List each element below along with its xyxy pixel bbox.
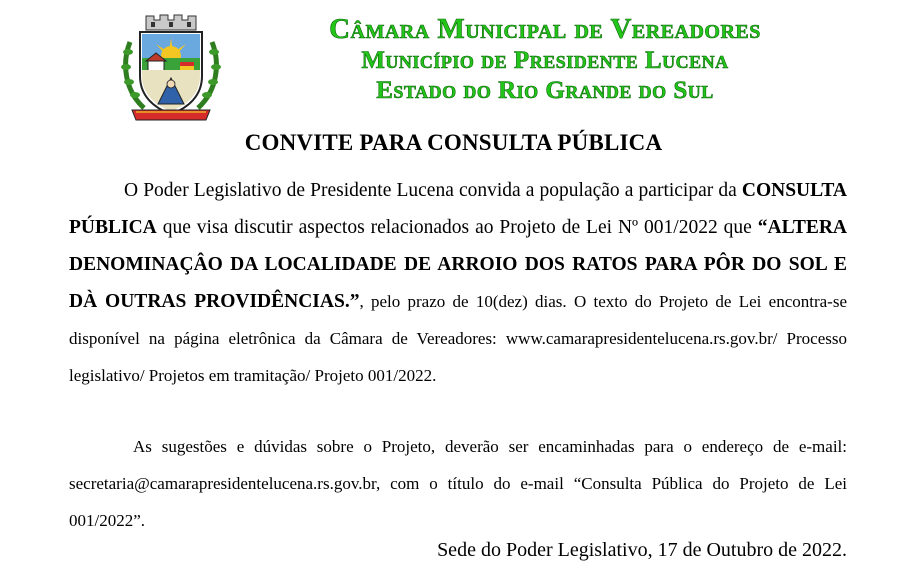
letterhead-chamber-name: Câmara Municipal de Vereadores <box>329 13 761 45</box>
municipal-coat-of-arms-icon <box>118 12 224 124</box>
letterhead <box>240 14 850 105</box>
bill-subject: “ALTERA DENOMINAÇÂO DA LOCALIDADE DE ARROIO DOS RATOS PARA PÔR DO SOL E DÀ OUTRAS PROVIDÊNCIAS.” <box>69 217 847 312</box>
letterhead-state: Estado do Rio Grande do Sul <box>376 77 714 104</box>
invitation-middle: que visa discutir aspectos relacionados ao Projeto de Lei Nº 001/2022 que <box>156 217 758 238</box>
invitation-details: , pelo prazo de 10(dez) dias. O texto do Projeto de Lei encontra-se disponível na página eletrônica da Câmara de Vereadores: www.camarapresidentelucena.rs.gov.br/ Processo legislativo/ Projetos em tramitação/ Projeto 001/2022. <box>69 292 847 385</box>
document-title: CONVITE PARA CONSULTA PÚBLICA <box>244 130 663 155</box>
suggestions-paragraph: As sugestões e dúvidas sobre o Projeto, deverão ser encaminhadas para o endereço de e-mail: secretaria@camarapresidentelucena.rs.gov.br, com o título do e-mail “Consulta Pública do Projeto de Lei 001/2022”. <box>69 437 847 530</box>
letterhead-municipality: Município de Presidente Lucena <box>361 47 729 74</box>
consultation-emphasis: CONSULTA PÚBLICA <box>69 180 847 238</box>
invitation-intro: O Poder Legislativo de Presidente Lucena convida a população a participar da <box>124 180 742 201</box>
place-and-date: Sede do Poder Legislativo, 17 de Outubro de 2022. <box>437 539 847 561</box>
invitation-paragraph <box>69 172 847 394</box>
